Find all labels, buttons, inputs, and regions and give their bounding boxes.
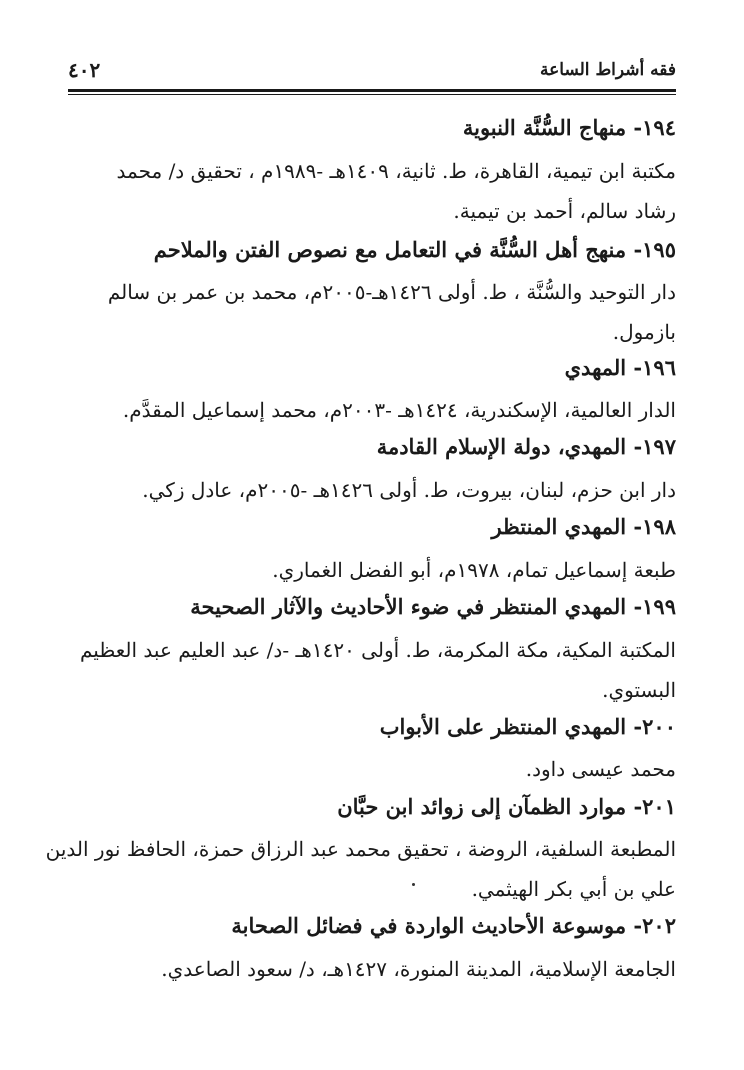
- entry-text-195-line-2: بازمول.: [612, 320, 676, 344]
- entry-text-198-line-1: طبعة إسماعيل تمام، ١٩٧٨م، أبو الفضل الغماري.: [272, 558, 676, 582]
- entry-title-202: ٢٠٢- موسوعة الأحاديث الواردة في فضائل الصحابة: [231, 913, 676, 938]
- entry-text-201-line-2: علي بن أبي بكر الهيثمي.: [471, 877, 676, 901]
- header-rule-thick: [68, 89, 676, 92]
- entry-title-200: ٢٠٠- المهدي المنتظر على الأبواب: [379, 714, 676, 739]
- entry-title-198: ١٩٨- المهدي المنتظر: [491, 514, 676, 539]
- entry-text-196-line-1: الدار العالمية، الإسكندرية، ١٤٢٤هـ -٢٠٠٣م، محمد إسماعيل المقدَّم.: [122, 398, 676, 422]
- entry-text-202-line-1: الجامعة الإسلامية، المدينة المنورة، ١٤٢٧هـ، د/ سعود الصاعدي.: [161, 957, 676, 981]
- entry-title-201: ٢٠١- موارد الظمآن إلى زوائد ابن حبَّان: [337, 794, 676, 819]
- running-header-title: فقه أشراط الساعة: [540, 60, 676, 80]
- entry-text-199-line-1: المكتبة المكية، مكة المكرمة، ط. أولى ١٤٢٠هـ -د/ عبد العليم عبد العظيم: [80, 638, 676, 662]
- header-rule-thin: [68, 94, 676, 95]
- entry-text-201-line-1: المطبعة السلفية، الروضة ، تحقيق محمد عبد الرزاق حمزة، الحافظ نور الدين: [45, 837, 676, 861]
- entry-title-196: ١٩٦- المهدي: [564, 355, 676, 380]
- entry-text-194-line-2: رشاد سالم، أحمد بن تيمية.: [453, 199, 676, 223]
- entry-title-197: ١٩٧- المهدي، دولة الإسلام القادمة: [376, 434, 676, 459]
- entry-text-200-line-1: محمد عيسى داود.: [525, 757, 676, 781]
- entry-text-195-line-1: دار التوحيد والسُّنَّة ، ط. أولى ١٤٢٦هـ-٢٠٠٥م، محمد بن عمر بن سالم: [107, 280, 676, 304]
- entry-text-194-line-1: مكتبة ابن تيمية، القاهرة، ط. ثانية، ١٤٠٩هـ -١٩٨٩م ، تحقيق د/ محمد: [116, 159, 676, 183]
- entry-title-199: ١٩٩- المهدي المنتظر في ضوء الأحاديث والآثار الصحيحة: [190, 594, 676, 619]
- entry-title-194: ١٩٤- منهاج السُّنَّة النبوية: [462, 115, 676, 140]
- entry-text-197-line-1: دار ابن حزم، لبنان، بيروت، ط. أولى ١٤٢٦هـ -٢٠٠٥م، عادل زكي.: [142, 478, 676, 502]
- entry-title-195: ١٩٥- منهج أهل السُّنَّة في التعامل مع نصوص الفتن والملاحم: [153, 237, 676, 262]
- print-speck: [412, 883, 415, 886]
- running-header: [68, 56, 676, 88]
- page-number: ٤٠٢: [68, 58, 101, 82]
- entry-text-199-line-2: البستوي.: [602, 678, 676, 702]
